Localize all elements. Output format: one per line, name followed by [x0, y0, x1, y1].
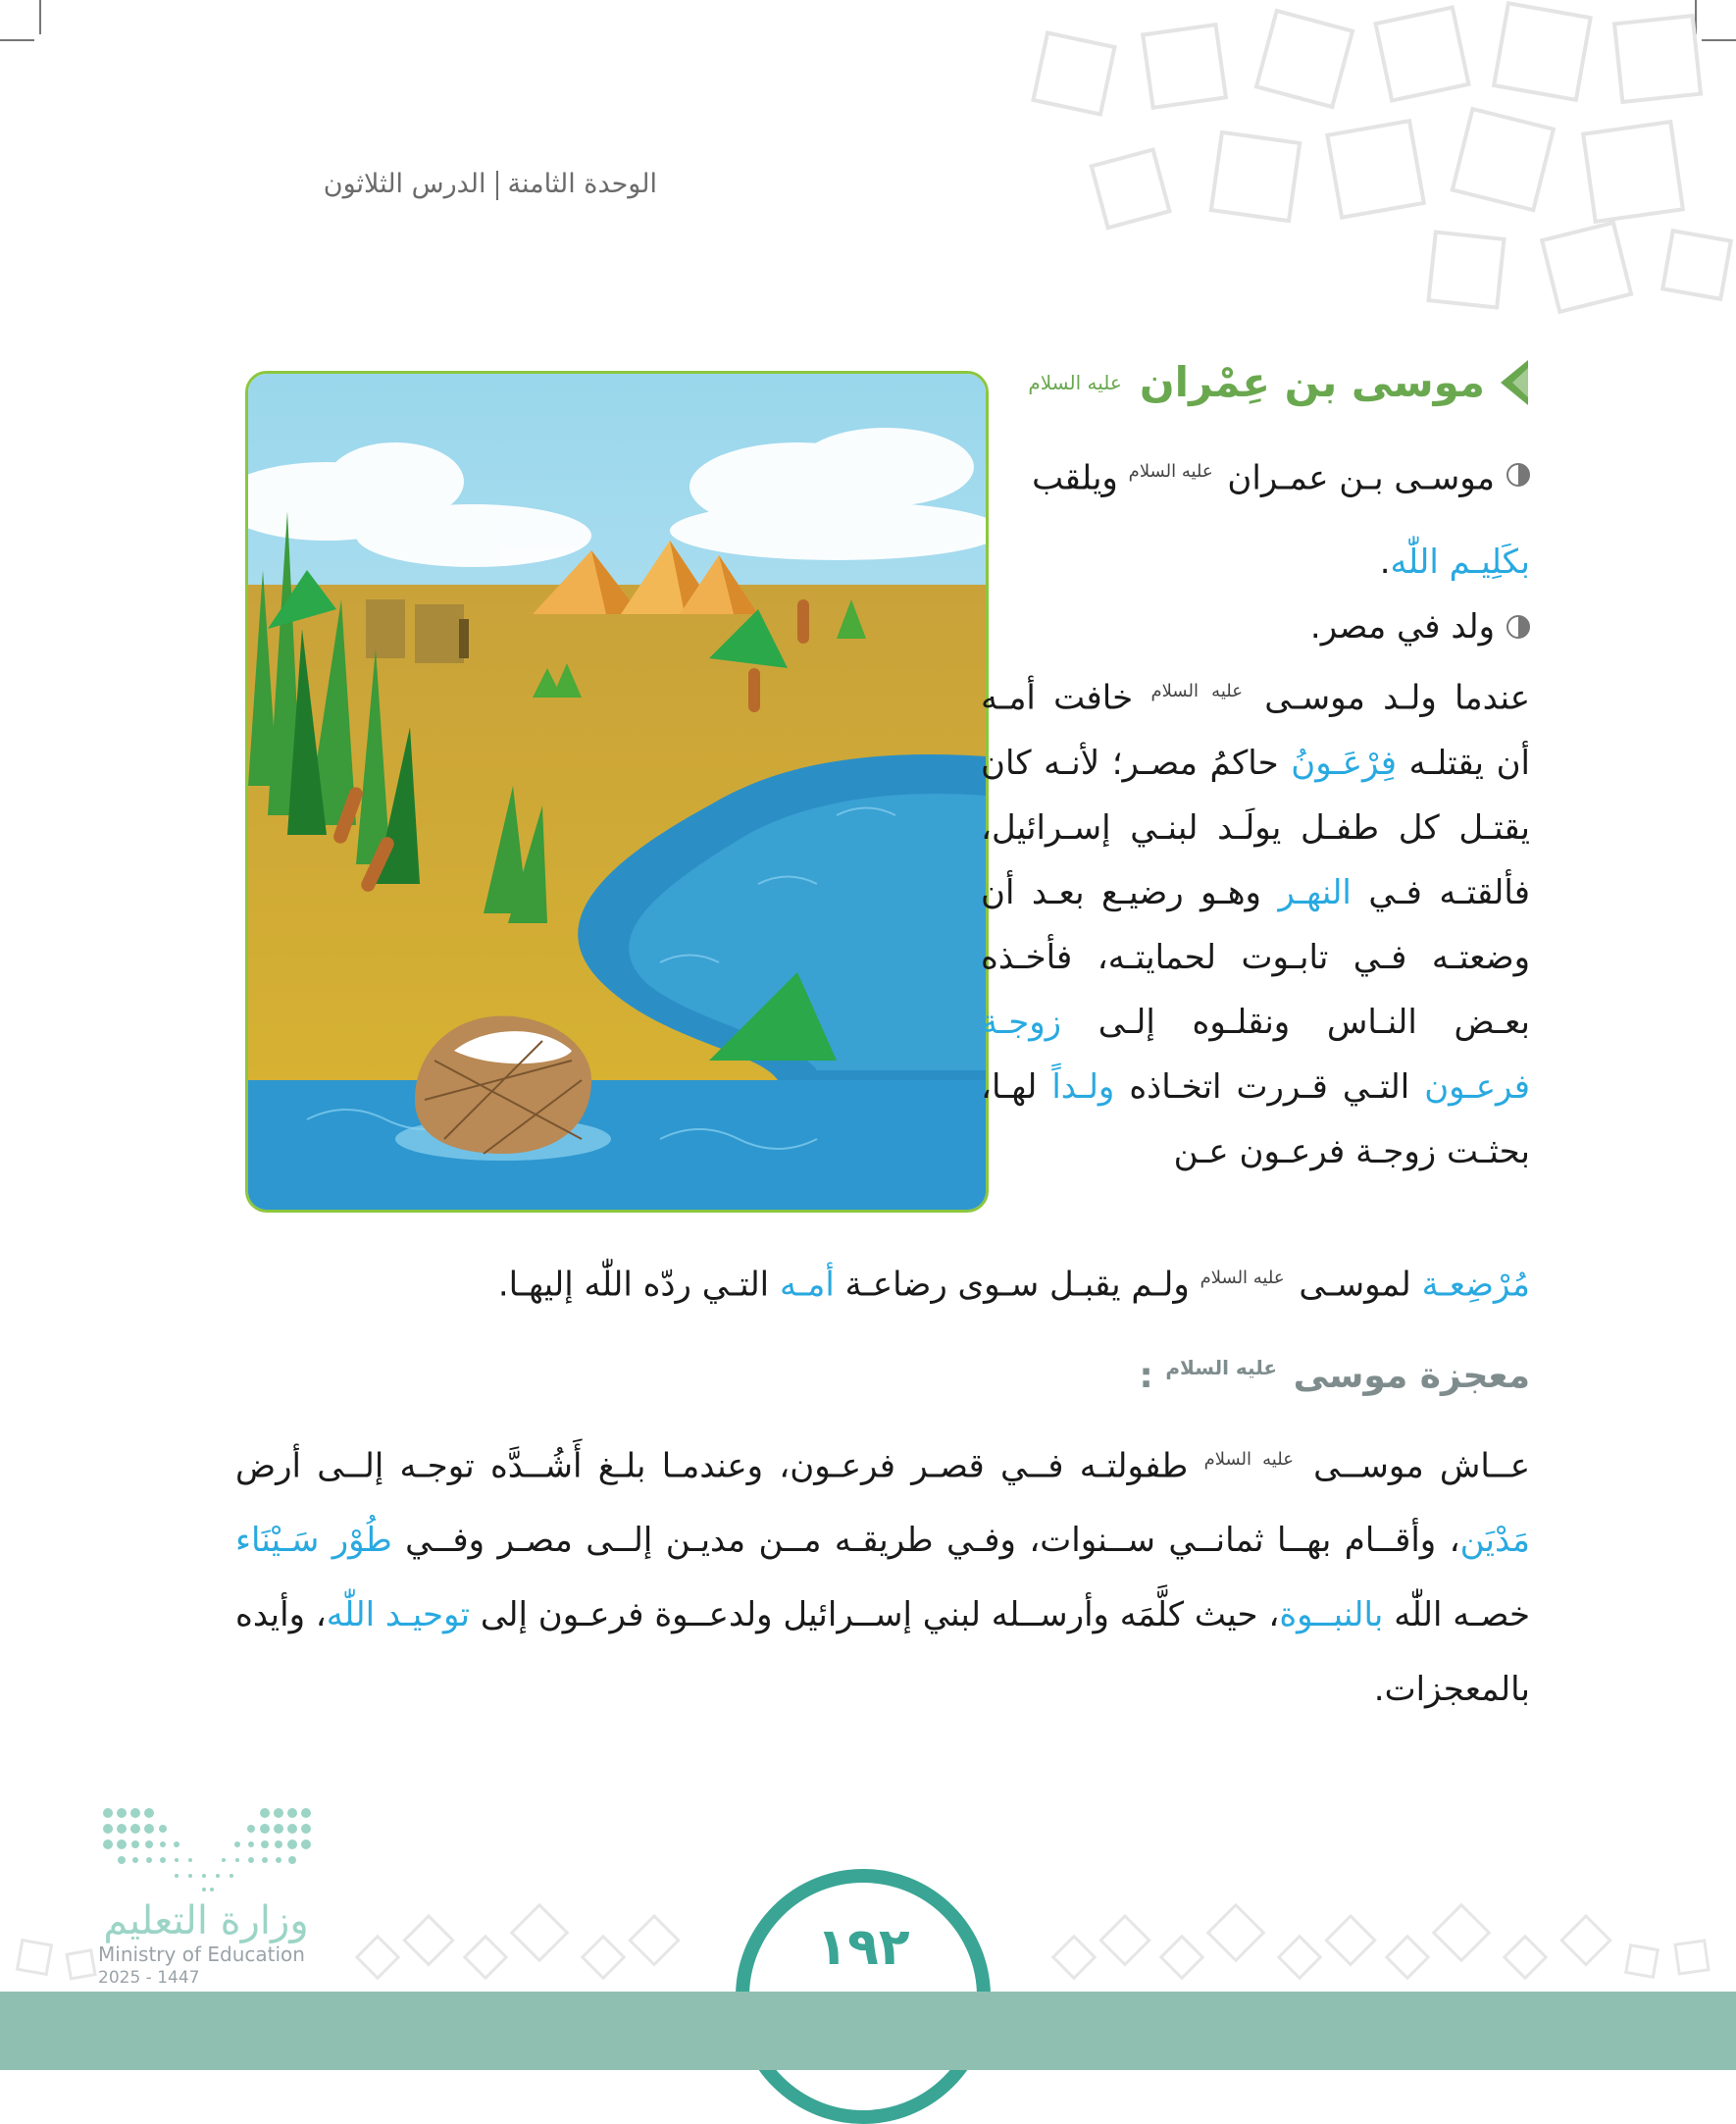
half-circle-bullet-icon — [1506, 615, 1530, 639]
period: . — [1379, 543, 1391, 583]
term-nurse: مُرْضِعـة — [1421, 1265, 1530, 1305]
story-continuation — [235, 1246, 1530, 1317]
miracle-paragraph — [235, 1423, 1530, 1727]
story-text: التـي ردّه اللّٰه إليهـا. — [497, 1265, 770, 1305]
honorific-glyph: عليه السلام — [1150, 681, 1243, 702]
term-river: النهـر — [1278, 872, 1352, 912]
footer-bar — [0, 1992, 1736, 2070]
story-text: لموسـى — [1299, 1265, 1411, 1305]
term-mother: أمـه — [779, 1265, 835, 1305]
subtitle-colon: : — [1139, 1356, 1153, 1396]
term-madyan: مَدْيَن — [1459, 1521, 1530, 1561]
story-paragraph — [981, 659, 1530, 1183]
story-text: خافت أمـه أن يقتلـه — [981, 678, 1530, 783]
edition-year: 2025 - 1447 — [98, 1968, 200, 1988]
term-kalimullah: بكَلِيـم اللّٰه — [1390, 543, 1530, 583]
miracle-text: ، حيث كلَّمَه وأرســله لبني إســرائيل ولدعــوة فرعـون إلى — [480, 1595, 1280, 1635]
crop-mark — [0, 39, 34, 41]
story-text: لهـا، بحثـت زوجـة فرعـون عـن — [981, 1066, 1530, 1171]
miracle-text: ، وأقــام بهــا ثمانــي ســنوات، وفـي طريقـه مــن مديـن إلــى مصـر وفــي — [405, 1521, 1460, 1561]
story-text: ولـم يقبـل سـوى رضاعـة — [844, 1265, 1190, 1305]
miracle-text: ، وأيده بالمعجزات. — [235, 1595, 1530, 1710]
section-title-moses — [961, 358, 1530, 406]
honorific-glyph: عليه السلام — [1128, 461, 1213, 482]
ministry-logo-icon — [98, 1803, 324, 1911]
term-tawhid: توحيـد اللّٰه — [326, 1595, 470, 1635]
crop-mark — [39, 0, 41, 34]
unit-label: الوحدة الثامنة — [507, 169, 657, 199]
ministry-name-english: Ministry of Education — [98, 1943, 305, 1966]
half-circle-bullet-icon — [1506, 463, 1530, 487]
section-title-miracle — [1139, 1356, 1530, 1396]
lesson-label: الدرس الثلاثون — [323, 169, 486, 199]
term-son: ولـداً — [1051, 1066, 1115, 1107]
miracle-text: خصـه اللّٰه — [1394, 1595, 1530, 1635]
bullet2-text: ولد في مصر. — [1309, 607, 1495, 648]
section1-text — [981, 440, 1530, 1184]
ministry-name-arabic: وزارة التعليم — [103, 1898, 309, 1943]
bullet1-part-a: موسـى بـن عمـران — [1227, 458, 1495, 498]
story-text: التـي قـررت اتخـاذه — [1129, 1066, 1410, 1107]
header-divider — [496, 171, 498, 200]
term-pharaoh-wife: زوجـة فرعـون — [981, 1002, 1530, 1107]
honorific-glyph: عليه السلام — [1028, 370, 1122, 394]
term-pharaoh: فِرْعَـونُ — [1291, 743, 1398, 783]
bullet-item-title — [981, 440, 1530, 510]
honorific-glyph: عليه السلام — [1200, 1268, 1285, 1288]
unit-lesson-header — [245, 169, 657, 200]
honorific-glyph: عليه السلام — [1165, 1356, 1278, 1379]
kalimullah-line — [981, 530, 1530, 595]
chevron-icon — [1499, 360, 1530, 405]
section-title-text: موسى بن عِمْران — [1139, 358, 1485, 406]
term-sinai: طُوْر سَـيْنَاء — [235, 1521, 392, 1561]
page-number: ١٩٢ — [816, 1918, 910, 1977]
story-text: عندما ولـد موسـى — [1264, 678, 1531, 718]
bullet1-part-b: ويلقب — [1032, 458, 1118, 498]
honorific-glyph: عليه السلام — [1203, 1449, 1294, 1470]
story-text: وهـو رضيـع بعـد أن وضعتـه فـي تابـوت لحمايتـه، فأخـذه بعـض النـاس ونقلـوه إلـى — [981, 872, 1530, 1042]
story-text: حاكمُ مصـر؛ لأنـه كان يقتـل كل طفـل يولَـد لبنـي إسـرائيل، فألقتـه فـي — [981, 743, 1530, 912]
miracle-text: عــاش موســى — [1313, 1446, 1530, 1486]
miracle-text: طفولتـه فــي قصـر فرعـون، وعندمـا بلـغ أَشُــدَّه توجـه إلــى أرض — [235, 1446, 1189, 1486]
bullet-item-birthplace — [981, 595, 1530, 659]
subtitle-text: معجزة موسى — [1293, 1356, 1530, 1396]
term-prophecy: بالنبــوة — [1279, 1595, 1384, 1635]
moses-basket-river-illustration — [245, 371, 989, 1213]
decorative-squares — [1020, 0, 1736, 324]
